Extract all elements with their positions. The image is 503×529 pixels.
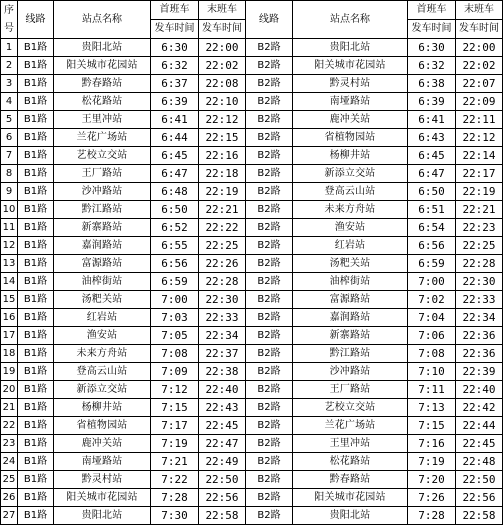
seq-cell: 11 [1,219,18,237]
route-cell-b1: B1路 [18,471,54,489]
first-bus-time-b2: 7:11 [408,381,456,399]
first-bus-time-b1: 7:15 [151,399,199,417]
station-cell-b2: 油榨街站 [293,273,408,291]
route-cell-b1: B1路 [18,453,54,471]
route-cell-b1: B1路 [18,255,54,273]
route-cell-b1: B1路 [18,201,54,219]
first-bus-time-b1: 6:37 [151,75,199,93]
last-bus-time-b1: 22:18 [199,165,246,183]
route-header-b1: 线路 [18,1,54,39]
last-bus-time-b2: 22:19 [456,183,503,201]
seq-cell: 14 [1,273,18,291]
station-cell-b1: 王里冲站 [54,111,151,129]
seq-cell: 23 [1,435,18,453]
last-bus-time-b1: 22:12 [199,111,246,129]
seq-cell: 9 [1,183,18,201]
station-cell-b1: 汤粑关站 [54,291,151,309]
route-cell-b2: B2路 [246,327,293,345]
route-cell-b2: B2路 [246,489,293,507]
last-bus-time-b2: 22:48 [456,453,503,471]
table-row [1,453,503,471]
first-bus-time-b1: 7:00 [151,291,199,309]
last-bus-time-b2: 22:39 [456,363,503,381]
last-bus-time-b1: 22:02 [199,57,246,75]
seq-cell: 4 [1,93,18,111]
station-cell-b1: 省植物园站 [54,417,151,435]
route-cell-b2: B2路 [246,273,293,291]
route-cell-b1: B1路 [18,165,54,183]
depart-time-header: 发车时间 [408,20,456,39]
station-cell-b1: 阳关城市花园站 [54,57,151,75]
last-bus-time-b2: 22:07 [456,75,503,93]
route-cell-b2: B2路 [246,471,293,489]
seq-cell: 10 [1,201,18,219]
station-cell-b2: 兰花广场站 [293,417,408,435]
first-bus-time-b2: 7:08 [408,345,456,363]
table-row [1,363,503,381]
first-bus-time-b1: 6:47 [151,165,199,183]
last-bus-time-b1: 22:49 [199,453,246,471]
first-bus-time-b1: 6:32 [151,57,199,75]
first-bus-time-b1: 7:08 [151,345,199,363]
station-cell-b2: 新添立交站 [293,165,408,183]
route-cell-b1: B1路 [18,507,54,525]
station-cell-b2: 王厂路站 [293,381,408,399]
station-cell-b2: 杨柳井站 [293,147,408,165]
station-cell-b2: 黔江路站 [293,345,408,363]
depart-time-header: 发车时间 [199,20,246,39]
first-bus-time-b1: 7:12 [151,381,199,399]
station-cell-b1: 登高云山站 [54,363,151,381]
route-cell-b2: B2路 [246,129,293,147]
seq-cell: 18 [1,345,18,363]
header-row-1 [1,1,503,20]
route-cell-b2: B2路 [246,435,293,453]
route-cell-b2: B2路 [246,399,293,417]
first-bus-time-b1: 7:21 [151,453,199,471]
last-bus-time-b2: 22:11 [456,111,503,129]
table-row [1,165,503,183]
station-cell-b1: 贵阳北站 [54,507,151,525]
last-bus-time-b2: 22:50 [456,471,503,489]
first-bus-time-b2: 6:51 [408,201,456,219]
route-cell-b1: B1路 [18,39,54,57]
route-cell-b1: B1路 [18,489,54,507]
station-cell-b1: 阳关城市花园站 [54,489,151,507]
seq-header: 序 号 [1,1,18,39]
last-bus-time-b2: 22:36 [456,345,503,363]
table-row [1,417,503,435]
last-bus-time-b1: 22:37 [199,345,246,363]
last-bus-time-b2: 22:36 [456,327,503,345]
first-bus-time-b2: 6:38 [408,75,456,93]
first-bus-time-b1: 7:05 [151,327,199,345]
first-bus-time-b1: 6:39 [151,93,199,111]
last-bus-time-b2: 22:00 [456,39,503,57]
station-cell-b1: 未来方舟站 [54,345,151,363]
first-bus-time-b2: 6:50 [408,183,456,201]
last-bus-time-b2: 22:21 [456,201,503,219]
seq-cell: 8 [1,165,18,183]
first-bus-time-b1: 6:41 [151,111,199,129]
first-bus-time-b2: 6:32 [408,57,456,75]
station-cell-b2: 贵阳北站 [293,507,408,525]
first-bus-time-b2: 6:54 [408,219,456,237]
first-bus-time-b1: 7:09 [151,363,199,381]
route-cell-b1: B1路 [18,111,54,129]
last-bus-time-b1: 22:10 [199,93,246,111]
station-header-b1: 站点名称 [54,1,151,39]
table-row [1,39,503,57]
first-bus-time-b1: 6:48 [151,183,199,201]
station-cell-b1: 王厂路站 [54,165,151,183]
seq-cell: 13 [1,255,18,273]
first-bus-time-b2: 6:43 [408,129,456,147]
first-bus-time-b2: 7:19 [408,453,456,471]
table-row [1,129,503,147]
station-cell-b1: 艺校立交站 [54,147,151,165]
table-row [1,381,503,399]
route-cell-b2: B2路 [246,147,293,165]
station-cell-b2: 红岩站 [293,237,408,255]
last-bus-time-b2: 22:42 [456,399,503,417]
seq-cell: 6 [1,129,18,147]
last-bus-time-b1: 22:40 [199,381,246,399]
route-cell-b1: B1路 [18,309,54,327]
route-cell-b2: B2路 [246,255,293,273]
station-cell-b2: 富源路站 [293,291,408,309]
first-bus-time-b1: 7:28 [151,489,199,507]
first-bus-time-b2: 6:47 [408,165,456,183]
first-bus-time-b1: 6:44 [151,129,199,147]
seq-cell: 17 [1,327,18,345]
station-cell-b2: 王里冲站 [293,435,408,453]
first-bus-time-b2: 7:16 [408,435,456,453]
station-cell-b1: 沙冲路站 [54,183,151,201]
last-bus-header-b2: 末班车 [456,1,503,20]
table-row [1,75,503,93]
station-cell-b1: 南垭路站 [54,453,151,471]
last-bus-time-b2: 22:45 [456,435,503,453]
first-bus-time-b2: 6:41 [408,111,456,129]
route-cell-b2: B2路 [246,219,293,237]
route-cell-b1: B1路 [18,435,54,453]
route-cell-b1: B1路 [18,75,54,93]
station-cell-b1: 黔春路站 [54,75,151,93]
first-bus-header-b2: 首班车 [408,1,456,20]
last-bus-time-b1: 22:08 [199,75,246,93]
seq-cell: 25 [1,471,18,489]
route-cell-b1: B1路 [18,237,54,255]
route-cell-b1: B1路 [18,273,54,291]
table-row [1,93,503,111]
station-cell-b1: 黔灵村站 [54,471,151,489]
route-cell-b1: B1路 [18,147,54,165]
station-cell-b1: 新添立交站 [54,381,151,399]
station-cell-b2: 艺校立交站 [293,399,408,417]
seq-cell: 22 [1,417,18,435]
station-cell-b2: 渔安站 [293,219,408,237]
last-bus-time-b1: 22:15 [199,129,246,147]
station-cell-b1: 嘉润路站 [54,237,151,255]
table-row [1,327,503,345]
last-bus-time-b1: 22:21 [199,201,246,219]
first-bus-time-b2: 7:20 [408,471,456,489]
route-cell-b2: B2路 [246,237,293,255]
table-row [1,399,503,417]
first-bus-time-b2: 7:13 [408,399,456,417]
last-bus-time-b2: 22:02 [456,57,503,75]
last-bus-time-b1: 22:47 [199,435,246,453]
first-bus-time-b1: 6:55 [151,237,199,255]
station-cell-b2: 汤粑关站 [293,255,408,273]
last-bus-time-b1: 22:22 [199,219,246,237]
route-cell-b1: B1路 [18,129,54,147]
seq-cell: 2 [1,57,18,75]
station-cell-b1: 油榨街站 [54,273,151,291]
first-bus-time-b2: 7:04 [408,309,456,327]
route-header-b2: 线路 [246,1,293,39]
station-cell-b1: 松花路站 [54,93,151,111]
station-cell-b1: 红岩站 [54,309,151,327]
table-row [1,291,503,309]
route-cell-b1: B1路 [18,219,54,237]
table-row [1,219,503,237]
first-bus-time-b1: 6:52 [151,219,199,237]
station-cell-b2: 阳关城市花园站 [293,489,408,507]
station-cell-b1: 富源路站 [54,255,151,273]
first-bus-time-b2: 6:39 [408,93,456,111]
table-row [1,435,503,453]
route-cell-b2: B2路 [246,201,293,219]
route-cell-b1: B1路 [18,417,54,435]
table-header [1,1,503,39]
last-bus-time-b1: 22:50 [199,471,246,489]
table-row [1,273,503,291]
first-bus-time-b2: 6:45 [408,147,456,165]
route-cell-b2: B2路 [246,381,293,399]
seq-cell: 20 [1,381,18,399]
last-bus-time-b1: 22:58 [199,507,246,525]
first-bus-time-b1: 7:03 [151,309,199,327]
last-bus-time-b1: 22:45 [199,417,246,435]
route-cell-b2: B2路 [246,291,293,309]
depart-time-header: 发车时间 [456,20,503,39]
seq-cell: 7 [1,147,18,165]
route-cell-b1: B1路 [18,381,54,399]
first-bus-time-b1: 6:45 [151,147,199,165]
first-bus-time-b2: 7:10 [408,363,456,381]
first-bus-time-b1: 7:30 [151,507,199,525]
last-bus-time-b2: 22:28 [456,255,503,273]
route-cell-b2: B2路 [246,507,293,525]
seq-cell: 15 [1,291,18,309]
route-cell-b1: B1路 [18,183,54,201]
route-cell-b1: B1路 [18,291,54,309]
route-cell-b2: B2路 [246,93,293,111]
last-bus-time-b1: 22:25 [199,237,246,255]
route-cell-b1: B1路 [18,93,54,111]
station-cell-b2: 未来方舟站 [293,201,408,219]
first-bus-time-b2: 7:15 [408,417,456,435]
station-cell-b2: 新寨路站 [293,327,408,345]
station-cell-b1: 渔安站 [54,327,151,345]
last-bus-time-b2: 22:23 [456,219,503,237]
seq-cell: 5 [1,111,18,129]
table-row [1,201,503,219]
route-cell-b2: B2路 [246,75,293,93]
last-bus-time-b1: 22:19 [199,183,246,201]
first-bus-time-b2: 7:00 [408,273,456,291]
last-bus-time-b1: 22:26 [199,255,246,273]
table-row [1,489,503,507]
last-bus-time-b2: 22:40 [456,381,503,399]
station-cell-b2: 沙冲路站 [293,363,408,381]
first-bus-time-b2: 7:02 [408,291,456,309]
route-cell-b2: B2路 [246,39,293,57]
last-bus-time-b1: 22:38 [199,363,246,381]
first-bus-time-b1: 7:17 [151,417,199,435]
station-cell-b2: 松花路站 [293,453,408,471]
last-bus-time-b1: 22:28 [199,273,246,291]
last-bus-time-b2: 22:30 [456,273,503,291]
table-body [1,39,503,525]
last-bus-time-b2: 22:14 [456,147,503,165]
station-cell-b1: 黔江路站 [54,201,151,219]
seq-cell: 1 [1,39,18,57]
last-bus-time-b2: 22:56 [456,489,503,507]
last-bus-time-b2: 22:58 [456,507,503,525]
station-cell-b1: 兰花广场站 [54,129,151,147]
station-cell-b2: 南垭路站 [293,93,408,111]
route-cell-b2: B2路 [246,417,293,435]
route-cell-b2: B2路 [246,111,293,129]
route-cell-b2: B2路 [246,363,293,381]
seq-cell: 3 [1,75,18,93]
table-row [1,111,503,129]
seq-cell: 19 [1,363,18,381]
first-bus-time-b1: 6:56 [151,255,199,273]
station-cell-b2: 贵阳北站 [293,39,408,57]
seq-cell: 24 [1,453,18,471]
station-cell-b2: 鹿冲关站 [293,111,408,129]
first-bus-time-b1: 6:30 [151,39,199,57]
first-bus-time-b2: 6:59 [408,255,456,273]
route-cell-b2: B2路 [246,165,293,183]
seq-cell: 27 [1,507,18,525]
depart-time-header: 发车时间 [151,20,199,39]
station-cell-b1: 杨柳井站 [54,399,151,417]
last-bus-time-b2: 22:09 [456,93,503,111]
first-bus-time-b2: 6:56 [408,237,456,255]
seq-cell: 12 [1,237,18,255]
station-header-b2: 站点名称 [293,1,408,39]
station-cell-b1: 鹿冲关站 [54,435,151,453]
first-bus-time-b2: 6:30 [408,39,456,57]
station-cell-b2: 阳关城市花园站 [293,57,408,75]
first-bus-time-b1: 6:50 [151,201,199,219]
first-bus-header-b1: 首班车 [151,1,199,20]
station-cell-b1: 贵阳北站 [54,39,151,57]
first-bus-time-b2: 7:06 [408,327,456,345]
station-cell-b2: 黔灵村站 [293,75,408,93]
first-bus-time-b2: 7:26 [408,489,456,507]
first-bus-time-b1: 7:19 [151,435,199,453]
last-bus-time-b1: 22:00 [199,39,246,57]
station-cell-b2: 嘉润路站 [293,309,408,327]
last-bus-time-b1: 22:33 [199,309,246,327]
table-row [1,237,503,255]
table-row [1,183,503,201]
table-row [1,255,503,273]
route-cell-b2: B2路 [246,57,293,75]
last-bus-time-b1: 22:16 [199,147,246,165]
station-cell-b1: 新寨路站 [54,219,151,237]
last-bus-time-b2: 22:44 [456,417,503,435]
first-bus-time-b2: 7:28 [408,507,456,525]
first-bus-time-b1: 6:59 [151,273,199,291]
last-bus-time-b1: 22:30 [199,291,246,309]
table-row [1,507,503,525]
route-cell-b2: B2路 [246,183,293,201]
table-row [1,147,503,165]
route-cell-b2: B2路 [246,345,293,363]
last-bus-time-b1: 22:56 [199,489,246,507]
route-cell-b1: B1路 [18,57,54,75]
last-bus-time-b2: 22:34 [456,309,503,327]
route-cell-b1: B1路 [18,399,54,417]
table-row [1,57,503,75]
first-bus-time-b1: 7:22 [151,471,199,489]
station-cell-b2: 黔春路站 [293,471,408,489]
route-cell-b2: B2路 [246,309,293,327]
seq-cell: 21 [1,399,18,417]
last-bus-time-b2: 22:25 [456,237,503,255]
last-bus-time-b1: 22:34 [199,327,246,345]
last-bus-header-b1: 末班车 [199,1,246,20]
seq-cell: 16 [1,309,18,327]
table-row [1,309,503,327]
table-row [1,471,503,489]
route-cell-b2: B2路 [246,453,293,471]
last-bus-time-b2: 22:12 [456,129,503,147]
table-row [1,345,503,363]
last-bus-time-b1: 22:43 [199,399,246,417]
route-cell-b1: B1路 [18,345,54,363]
route-cell-b1: B1路 [18,327,54,345]
route-cell-b1: B1路 [18,363,54,381]
last-bus-time-b2: 22:33 [456,291,503,309]
seq-cell: 26 [1,489,18,507]
station-cell-b2: 省植物园站 [293,129,408,147]
last-bus-time-b2: 22:17 [456,165,503,183]
station-cell-b2: 登高云山站 [293,183,408,201]
